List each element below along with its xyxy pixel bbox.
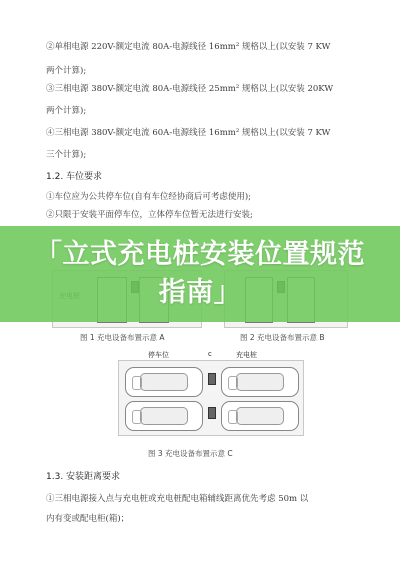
figure-caption: 图 3 充电设备布置示意 C [148,449,233,458]
doc-line: ②只限于安装平面停车位，立体停车位暂无法进行安装; [46,210,253,220]
doc-line: ①三相电源接入点与充电桩或充电桩配电箱辅线距离优先考虑 50m 以 [46,494,309,504]
figure-c [118,360,304,436]
figure-label: 停车位 [148,351,169,359]
section-heading: 1.3. 安装距离要求 [46,472,121,482]
banner-title: 「立式充电桩安装位置规范指南」 [35,239,365,308]
car-icon [125,401,203,431]
title-banner [0,226,400,322]
figure-caption: 图 2 充电设备布置示意 B [240,333,325,342]
charger-icon [208,407,216,419]
doc-line: 三个计算); [46,150,87,160]
doc-line: ③三相电源 380V-额定电流 80A-电源线径 25mm² 规格以上(以安装 20KW [46,84,334,94]
doc-line: 内有变或配电柜(箱)； [46,514,130,524]
doc-line: ①车位应为公共停车位(自有车位经协商后可考虑使用); [46,192,251,202]
doc-line: ④三相电源 380V-额定电流 60A-电源线径 16mm² 规格以上(以安装 7 KW [46,128,331,138]
section-heading: 1.2. 车位要求 [46,172,103,182]
doc-line: 两个计算); [46,66,87,76]
doc-line: ②单相电源 220V-额定电流 80A-电源线径 16mm² 规格以上(以安装 7 KW [46,42,331,52]
charger-icon [208,373,216,385]
figure-caption: 图 1 充电设备布置示意 A [80,333,165,342]
doc-line: 两个计算); [46,106,87,116]
figure-label: c [208,350,212,358]
car-icon [125,367,203,397]
figure-label: 充电桩 [236,351,257,359]
car-icon [221,401,299,431]
car-icon [221,367,299,397]
